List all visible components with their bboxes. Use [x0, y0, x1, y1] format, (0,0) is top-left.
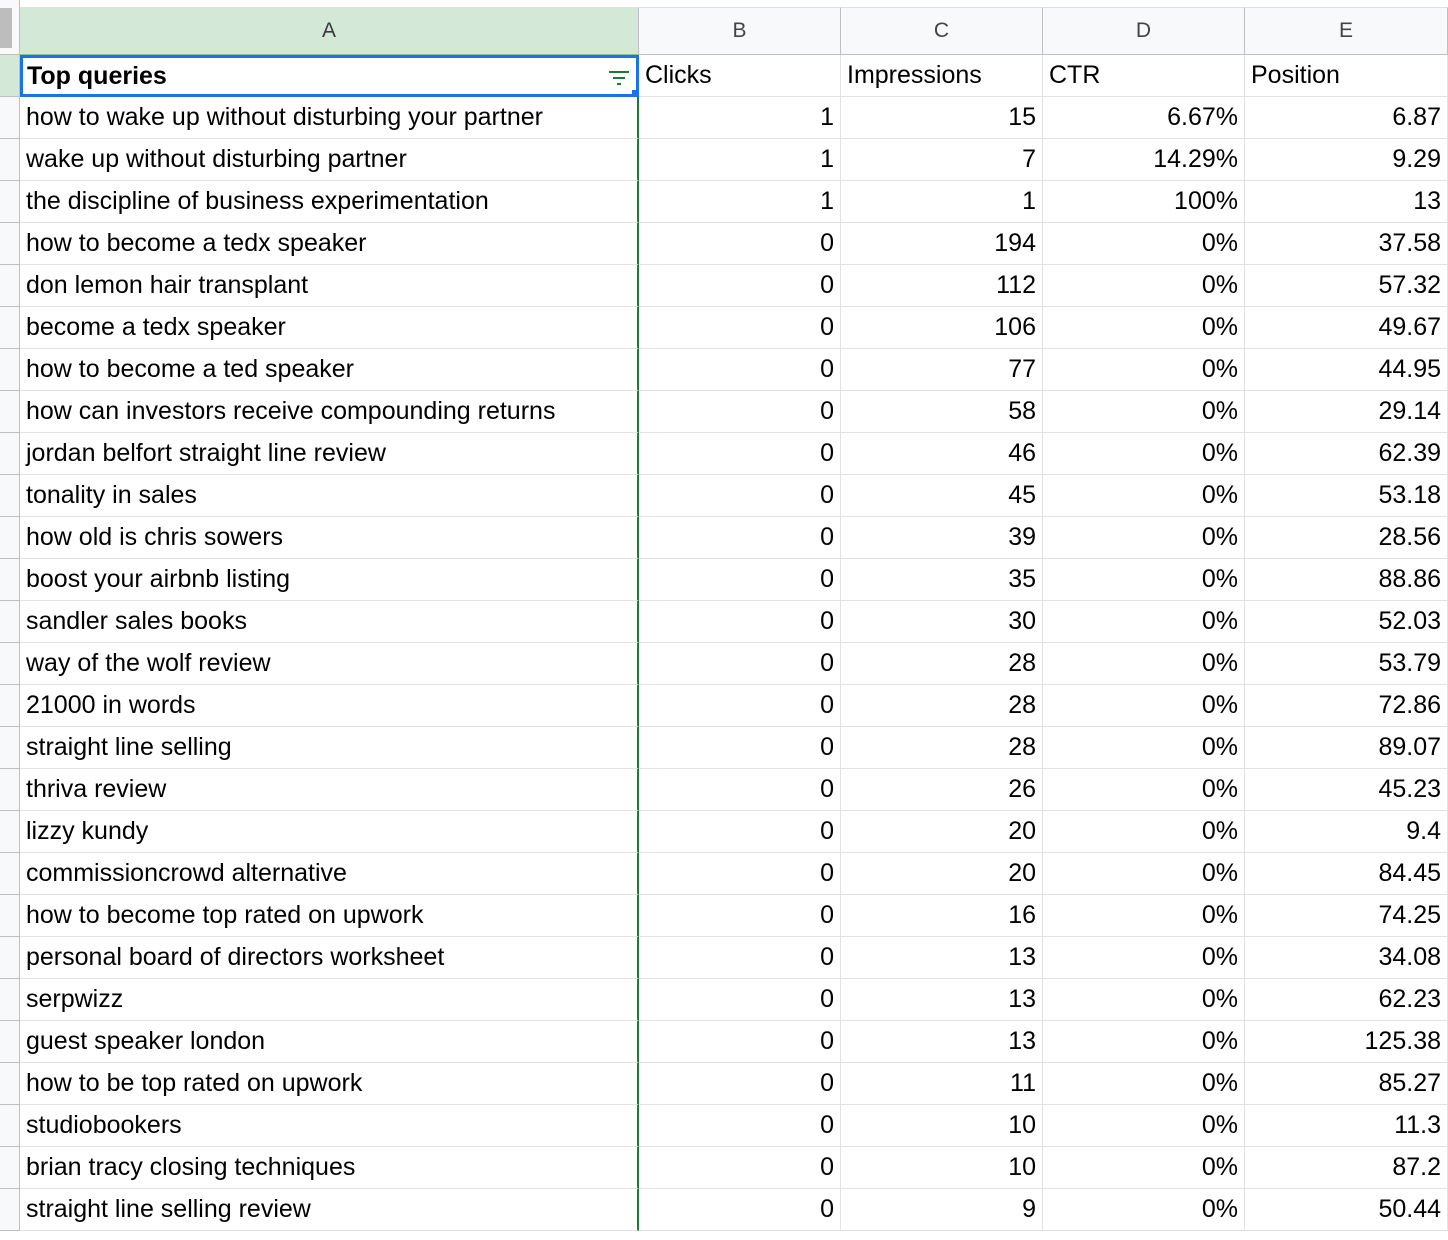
- cell-clicks[interactable]: 0: [639, 853, 841, 895]
- column-header-d[interactable]: D: [1043, 7, 1245, 55]
- cell-ctr[interactable]: 0%: [1043, 517, 1245, 559]
- cell-clicks[interactable]: 0: [639, 223, 841, 265]
- table-row: [20, 853, 1448, 895]
- table-row: [20, 265, 1448, 307]
- cell-impressions[interactable]: 106: [841, 307, 1043, 349]
- row-header[interactable]: [0, 1021, 20, 1063]
- row-header[interactable]: [0, 559, 20, 601]
- row-header[interactable]: [0, 853, 20, 895]
- cell-position[interactable]: 6.87: [1245, 97, 1448, 139]
- cell-query[interactable]: tonality in sales: [20, 475, 639, 517]
- cell-clicks[interactable]: 0: [639, 769, 841, 811]
- cell-clicks[interactable]: 0: [639, 979, 841, 1021]
- cell-query[interactable]: don lemon hair transplant: [20, 265, 639, 307]
- table-row: [20, 1189, 1448, 1231]
- table-row: [20, 517, 1448, 559]
- cell-grid: [20, 55, 1448, 1231]
- cell-position[interactable]: 85.27: [1245, 1063, 1448, 1105]
- cell-impressions[interactable]: 9: [841, 1189, 1043, 1231]
- cell-impressions[interactable]: 77: [841, 349, 1043, 391]
- cell-impressions[interactable]: 28: [841, 643, 1043, 685]
- cell-query[interactable]: sandler sales books: [20, 601, 639, 643]
- cell-ctr[interactable]: 0%: [1043, 1063, 1245, 1105]
- header-cell-ctr[interactable]: CTR: [1043, 55, 1245, 97]
- cell-position[interactable]: 9.29: [1245, 139, 1448, 181]
- cell-position[interactable]: 34.08: [1245, 937, 1448, 979]
- cell-clicks[interactable]: 0: [639, 391, 841, 433]
- cell-impressions[interactable]: 16: [841, 895, 1043, 937]
- cell-clicks[interactable]: 0: [639, 349, 841, 391]
- cell-clicks[interactable]: 0: [639, 895, 841, 937]
- cell-query[interactable]: serpwizz: [20, 979, 639, 1021]
- cell-clicks[interactable]: 0: [639, 1147, 841, 1189]
- cell-position[interactable]: 88.86: [1245, 559, 1448, 601]
- cell-clicks[interactable]: 0: [639, 937, 841, 979]
- table-row: [20, 391, 1448, 433]
- row-header[interactable]: [0, 517, 20, 559]
- table-row: [20, 643, 1448, 685]
- header-cell-impressions[interactable]: Impressions: [841, 55, 1043, 97]
- cell-impressions[interactable]: 15: [841, 97, 1043, 139]
- cell-position[interactable]: 89.07: [1245, 727, 1448, 769]
- cell-impressions[interactable]: 30: [841, 601, 1043, 643]
- cell-position[interactable]: 50.44: [1245, 1189, 1448, 1231]
- cell-impressions[interactable]: 11: [841, 1063, 1043, 1105]
- cell-position[interactable]: 84.45: [1245, 853, 1448, 895]
- row-header[interactable]: [0, 811, 20, 853]
- cell-query[interactable]: lizzy kundy: [20, 811, 639, 853]
- cell-ctr[interactable]: 6.67%: [1043, 97, 1245, 139]
- cell-ctr[interactable]: 0%: [1043, 727, 1245, 769]
- row-header[interactable]: [0, 181, 20, 223]
- cell-impressions[interactable]: 10: [841, 1105, 1043, 1147]
- cell-impressions[interactable]: 10: [841, 1147, 1043, 1189]
- cell-query[interactable]: how to become top rated on upwork: [20, 895, 639, 937]
- cell-impressions[interactable]: 1: [841, 181, 1043, 223]
- table-row: [20, 979, 1448, 1021]
- row-header[interactable]: [0, 1147, 20, 1189]
- cell-position[interactable]: 13: [1245, 181, 1448, 223]
- cell-position[interactable]: 57.32: [1245, 265, 1448, 307]
- header-label-top-queries: Top queries: [27, 61, 167, 90]
- table-row: [20, 937, 1448, 979]
- row-header[interactable]: [0, 97, 20, 139]
- cell-ctr[interactable]: 0%: [1043, 1189, 1245, 1231]
- cell-query[interactable]: how to become a ted speaker: [20, 349, 639, 391]
- row-header[interactable]: [0, 139, 20, 181]
- cell-query[interactable]: how to wake up without disturbing your partner: [20, 97, 639, 139]
- header-row: [20, 55, 1448, 97]
- table-row: [20, 139, 1448, 181]
- table-row: [20, 601, 1448, 643]
- cell-query[interactable]: wake up without disturbing partner: [20, 139, 639, 181]
- cell-ctr[interactable]: 0%: [1043, 601, 1245, 643]
- column-header-a[interactable]: A: [20, 7, 639, 55]
- row-header[interactable]: [0, 1189, 20, 1231]
- row-header[interactable]: [0, 475, 20, 517]
- cell-position[interactable]: 44.95: [1245, 349, 1448, 391]
- cell-ctr[interactable]: 0%: [1043, 223, 1245, 265]
- cell-position[interactable]: 45.23: [1245, 769, 1448, 811]
- cell-position[interactable]: 9.4: [1245, 811, 1448, 853]
- cell-position[interactable]: 28.56: [1245, 517, 1448, 559]
- table-row: [20, 97, 1448, 139]
- cell-ctr[interactable]: 0%: [1043, 475, 1245, 517]
- table-row: [20, 1063, 1448, 1105]
- cell-ctr[interactable]: 0%: [1043, 853, 1245, 895]
- cell-ctr[interactable]: 14.29%: [1043, 139, 1245, 181]
- cell-impressions[interactable]: 46: [841, 433, 1043, 475]
- cell-clicks[interactable]: 0: [639, 727, 841, 769]
- cell-ctr[interactable]: 0%: [1043, 307, 1245, 349]
- cell-ctr[interactable]: 0%: [1043, 1021, 1245, 1063]
- cell-query[interactable]: 21000 in words: [20, 685, 639, 727]
- cell-impressions[interactable]: 194: [841, 223, 1043, 265]
- cell-query[interactable]: how to become a tedx speaker: [20, 223, 639, 265]
- cell-query[interactable]: guest speaker london: [20, 1021, 639, 1063]
- cell-position[interactable]: 125.38: [1245, 1021, 1448, 1063]
- cell-query[interactable]: brian tracy closing techniques: [20, 1147, 639, 1189]
- row-header[interactable]: [0, 895, 20, 937]
- cell-position[interactable]: 53.79: [1245, 643, 1448, 685]
- cell-query[interactable]: commissioncrowd alternative: [20, 853, 639, 895]
- cell-query[interactable]: how to be top rated on upwork: [20, 1063, 639, 1105]
- cell-query[interactable]: way of the wolf review: [20, 643, 639, 685]
- table-row: [20, 1105, 1448, 1147]
- cell-position[interactable]: 11.3: [1245, 1105, 1448, 1147]
- table-row: [20, 769, 1448, 811]
- cell-impressions[interactable]: 20: [841, 811, 1043, 853]
- cell-query[interactable]: jordan belfort straight line review: [20, 433, 639, 475]
- cell-clicks[interactable]: 0: [639, 1105, 841, 1147]
- cell-ctr[interactable]: 0%: [1043, 1147, 1245, 1189]
- header-cell-position[interactable]: Position: [1245, 55, 1448, 97]
- cell-position[interactable]: 52.03: [1245, 601, 1448, 643]
- cell-query[interactable]: studiobookers: [20, 1105, 639, 1147]
- cell-ctr[interactable]: 0%: [1043, 979, 1245, 1021]
- cell-clicks[interactable]: 0: [639, 265, 841, 307]
- cell-position[interactable]: 87.2: [1245, 1147, 1448, 1189]
- row-header[interactable]: [0, 979, 20, 1021]
- cell-ctr[interactable]: 0%: [1043, 433, 1245, 475]
- cell-impressions[interactable]: 13: [841, 1021, 1043, 1063]
- cell-position[interactable]: 62.23: [1245, 979, 1448, 1021]
- cell-position[interactable]: 53.18: [1245, 475, 1448, 517]
- cell-clicks[interactable]: 0: [639, 1189, 841, 1231]
- cell-impressions[interactable]: 58: [841, 391, 1043, 433]
- cell-clicks[interactable]: 0: [639, 685, 841, 727]
- cell-ctr[interactable]: 0%: [1043, 937, 1245, 979]
- cell-ctr[interactable]: 0%: [1043, 643, 1245, 685]
- table-row: [20, 895, 1448, 937]
- filter-icon[interactable]: [608, 70, 630, 86]
- table-row: [20, 727, 1448, 769]
- row-header[interactable]: [0, 727, 20, 769]
- cell-clicks[interactable]: 0: [639, 517, 841, 559]
- cell-ctr[interactable]: 0%: [1043, 349, 1245, 391]
- cell-impressions[interactable]: 20: [841, 853, 1043, 895]
- column-header-c[interactable]: C: [841, 7, 1043, 55]
- row-header[interactable]: [0, 307, 20, 349]
- cell-clicks[interactable]: 1: [639, 139, 841, 181]
- cell-impressions[interactable]: 39: [841, 517, 1043, 559]
- cell-clicks[interactable]: 0: [639, 811, 841, 853]
- cell-position[interactable]: 37.58: [1245, 223, 1448, 265]
- cell-impressions[interactable]: 28: [841, 685, 1043, 727]
- row-header[interactable]: [0, 769, 20, 811]
- header-cell-clicks[interactable]: Clicks: [639, 55, 841, 97]
- cell-query[interactable]: how old is chris sowers: [20, 517, 639, 559]
- table-row: [20, 811, 1448, 853]
- column-header-b[interactable]: B: [639, 7, 841, 55]
- table-row: [20, 1147, 1448, 1189]
- cell-ctr[interactable]: 0%: [1043, 265, 1245, 307]
- selection-fill-handle[interactable]: [630, 88, 639, 97]
- corner-bar: [0, 8, 12, 48]
- table-row: [20, 1021, 1448, 1063]
- cell-clicks[interactable]: 0: [639, 433, 841, 475]
- cell-query[interactable]: straight line selling review: [20, 1189, 639, 1231]
- cell-query[interactable]: the discipline of business experimentation: [20, 181, 639, 223]
- cell-clicks[interactable]: 0: [639, 1063, 841, 1105]
- table-row: [20, 181, 1448, 223]
- row-header[interactable]: [0, 937, 20, 979]
- cell-clicks[interactable]: 0: [639, 601, 841, 643]
- cell-position[interactable]: 29.14: [1245, 391, 1448, 433]
- cell-ctr[interactable]: 0%: [1043, 1105, 1245, 1147]
- cell-position[interactable]: 74.25: [1245, 895, 1448, 937]
- table-row: [20, 349, 1448, 391]
- cell-impressions[interactable]: 28: [841, 727, 1043, 769]
- cell-ctr[interactable]: 0%: [1043, 895, 1245, 937]
- cell-position[interactable]: 49.67: [1245, 307, 1448, 349]
- row-headers: [0, 55, 20, 1231]
- cell-clicks[interactable]: 0: [639, 475, 841, 517]
- column-headers: [20, 7, 1448, 55]
- cell-impressions[interactable]: 26: [841, 769, 1043, 811]
- row-header[interactable]: [0, 349, 20, 391]
- cell-impressions[interactable]: 35: [841, 559, 1043, 601]
- row-header[interactable]: [0, 55, 20, 97]
- table-row: [20, 307, 1448, 349]
- cell-clicks[interactable]: 0: [639, 559, 841, 601]
- column-header-e[interactable]: E: [1245, 7, 1448, 55]
- table-row: [20, 559, 1448, 601]
- cell-position[interactable]: 62.39: [1245, 433, 1448, 475]
- table-row: [20, 475, 1448, 517]
- cell-clicks[interactable]: 0: [639, 307, 841, 349]
- top-strip: [20, 0, 1448, 7]
- cell-ctr[interactable]: 0%: [1043, 391, 1245, 433]
- cell-query[interactable]: thriva review: [20, 769, 639, 811]
- cell-position[interactable]: 72.86: [1245, 685, 1448, 727]
- cell-clicks[interactable]: 0: [639, 643, 841, 685]
- header-cell-top-queries[interactable]: [20, 55, 639, 97]
- cell-impressions[interactable]: 13: [841, 979, 1043, 1021]
- row-header[interactable]: [0, 265, 20, 307]
- row-header[interactable]: [0, 1063, 20, 1105]
- table-row: [20, 223, 1448, 265]
- row-header[interactable]: [0, 643, 20, 685]
- row-header[interactable]: [0, 223, 20, 265]
- cell-clicks[interactable]: 1: [639, 97, 841, 139]
- cell-query[interactable]: become a tedx speaker: [20, 307, 639, 349]
- cell-clicks[interactable]: 1: [639, 181, 841, 223]
- cell-clicks[interactable]: 0: [639, 1021, 841, 1063]
- cell-ctr[interactable]: 0%: [1043, 685, 1245, 727]
- cell-ctr[interactable]: 100%: [1043, 181, 1245, 223]
- cell-query[interactable]: how can investors receive compounding returns: [20, 391, 639, 433]
- table-row: [20, 433, 1448, 475]
- table-row: [20, 685, 1448, 727]
- row-header[interactable]: [0, 433, 20, 475]
- cell-ctr[interactable]: 0%: [1043, 811, 1245, 853]
- cell-query[interactable]: boost your airbnb listing: [20, 559, 639, 601]
- cell-impressions[interactable]: 112: [841, 265, 1043, 307]
- cell-query[interactable]: personal board of directors worksheet: [20, 937, 639, 979]
- cell-query[interactable]: straight line selling: [20, 727, 639, 769]
- row-header[interactable]: [0, 601, 20, 643]
- cell-ctr[interactable]: 0%: [1043, 559, 1245, 601]
- row-header[interactable]: [0, 391, 20, 433]
- row-header[interactable]: [0, 1105, 20, 1147]
- cell-impressions[interactable]: 13: [841, 937, 1043, 979]
- cell-impressions[interactable]: 7: [841, 139, 1043, 181]
- cell-impressions[interactable]: 45: [841, 475, 1043, 517]
- row-header[interactable]: [0, 685, 20, 727]
- cell-ctr[interactable]: 0%: [1043, 769, 1245, 811]
- select-all-corner[interactable]: [0, 0, 20, 55]
